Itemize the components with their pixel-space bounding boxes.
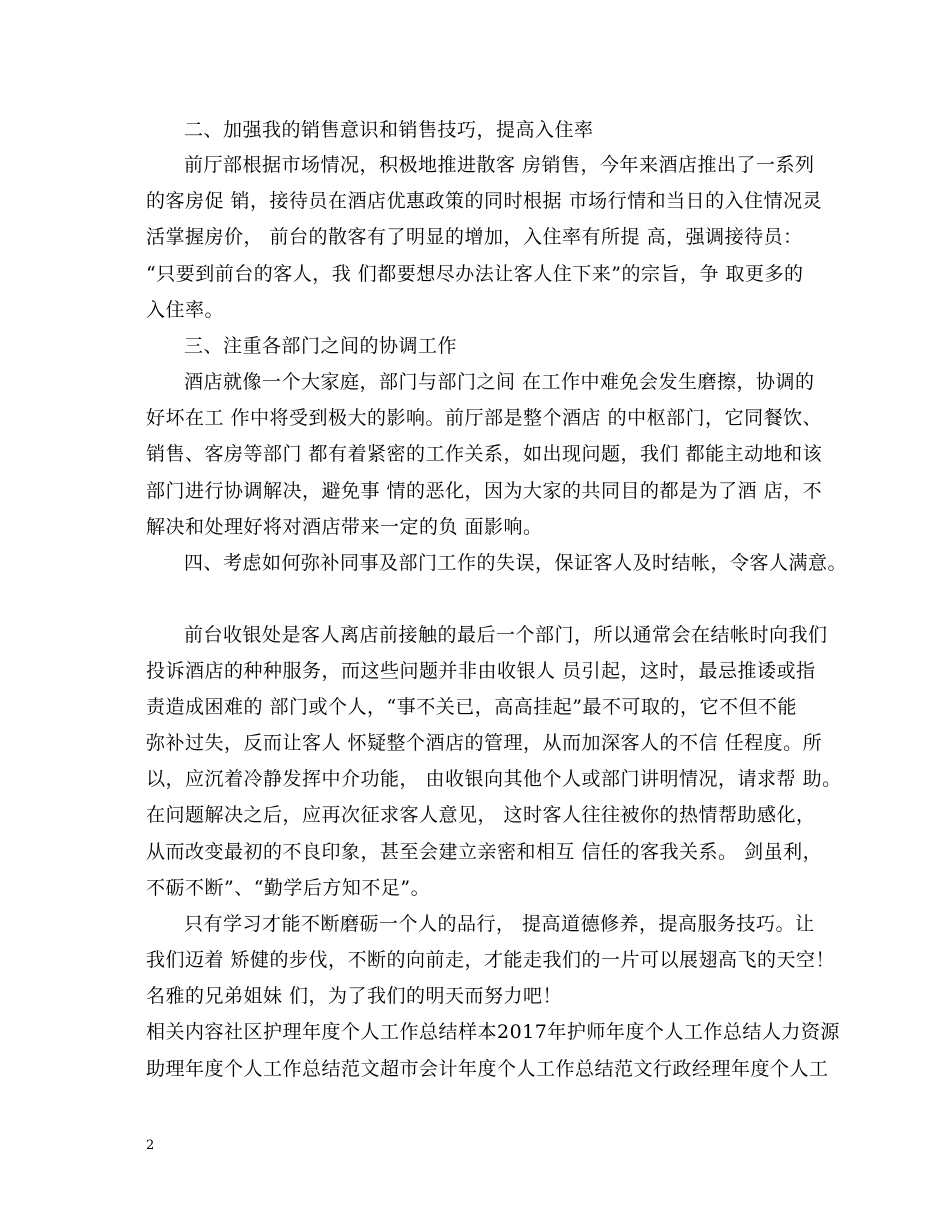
paragraph-line: 的客房促 销，接待员在酒店优惠政策的同时根据 市场行情和当日的入住情况灵 bbox=[146, 190, 823, 212]
paragraph-line: 投诉酒店的种种服务，而这些问题并非由收银人 员引起，这时，最忌推诿或指 bbox=[146, 660, 816, 682]
section-heading-3: 三、注重各部门之间的协调工作 bbox=[184, 335, 458, 357]
page-number: 2 bbox=[146, 1138, 155, 1153]
paragraph-line: 只有学习才能不断磨砺一个人的品行， 提高道德修养，提高服务技巧。让 bbox=[184, 913, 815, 935]
paragraph-line: 销售、客房等部门 都有着紧密的工作关系，如出现问题，我们 都能主动地和该 bbox=[146, 443, 823, 465]
paragraph-line: 前厅部根据市场情况，积极地推进散客 房销售，今年来酒店推出了一系列 bbox=[184, 154, 815, 176]
paragraph-line: 弥补过失，反而让客人 怀疑整个酒店的管理，从而加深客人的不信 任程度。所 bbox=[146, 732, 823, 754]
paragraph-line: 在问题解决之后，应再次征求客人意见， 这时客人往往被你的热情帮助感化， bbox=[146, 804, 816, 826]
paragraph-line: 部门进行协调解决，避免事 情的恶化，因为大家的共同目的都是为了酒 店，不 bbox=[146, 480, 823, 502]
paragraph-line: 好坏在工 作中将受到极大的影响。前厅部是整个酒店 的中枢部门，它同餐饮、 bbox=[146, 407, 823, 429]
paragraph-line: 从而改变最初的不良印象，甚至会建立亲密和相互 信任的客我关系。 剑虽利， bbox=[146, 841, 823, 863]
related-content-line: 相关内容社区护理年度个人工作总结样本2017年护师年度个人工作总结人力资源 bbox=[146, 1021, 840, 1043]
paragraph-line: 责造成困难的 部门或个人，“事不关已，高高挂起”最不可取的，它不但不能 bbox=[146, 696, 797, 718]
section-heading-4: 四、考虑如何弥补同事及部门工作的失误，保证客人及时结帐，令客人满意。 bbox=[184, 552, 848, 574]
paragraph-line: 以，应沉着冷静发挥中介功能， 由收银向其他个人或部门讲明情况，请求帮 助。 bbox=[146, 768, 842, 790]
paragraph-line: 名雅的兄弟姐妹 们，为了我们的明天而努力吧！ bbox=[146, 985, 563, 1007]
section-heading-2: 二、加强我的销售意识和销售技巧，提高入住率 bbox=[184, 119, 594, 141]
related-content-line: 助理年度个人工作总结范文超市会计年度个人工作总结范文行政经理年度个人工 bbox=[146, 1058, 829, 1080]
paragraph-line: 酒店就像一个大家庭，部门与部门之间 在工作中难免会发生磨擦，协调的 bbox=[184, 371, 815, 393]
paragraph-line: 前台收银处是客人离店前接触的最后一个部门，所以通常会在结帐时向我们 bbox=[184, 624, 828, 646]
paragraph-line: 我们迈着 矫健的步伐，不断的向前走，才能走我们的一片可以展翅高飞的天空！ bbox=[146, 949, 836, 971]
paragraph-line: 解决和处理好将对酒店带来一定的负 面影响。 bbox=[146, 516, 543, 538]
paragraph-line: 不砺不断”、“勤学后方知不足”。 bbox=[146, 877, 431, 899]
paragraph-line: “只要到前台的客人，我 们都要想尽办法让客人住下来”的宗旨，争 取更多的 bbox=[146, 263, 804, 285]
paragraph-line: 入住率。 bbox=[146, 299, 225, 321]
paragraph-line: 活掌握房价， 前台的散客有了明显的增加，入住率有所提 高，强调接待员： bbox=[146, 226, 803, 248]
